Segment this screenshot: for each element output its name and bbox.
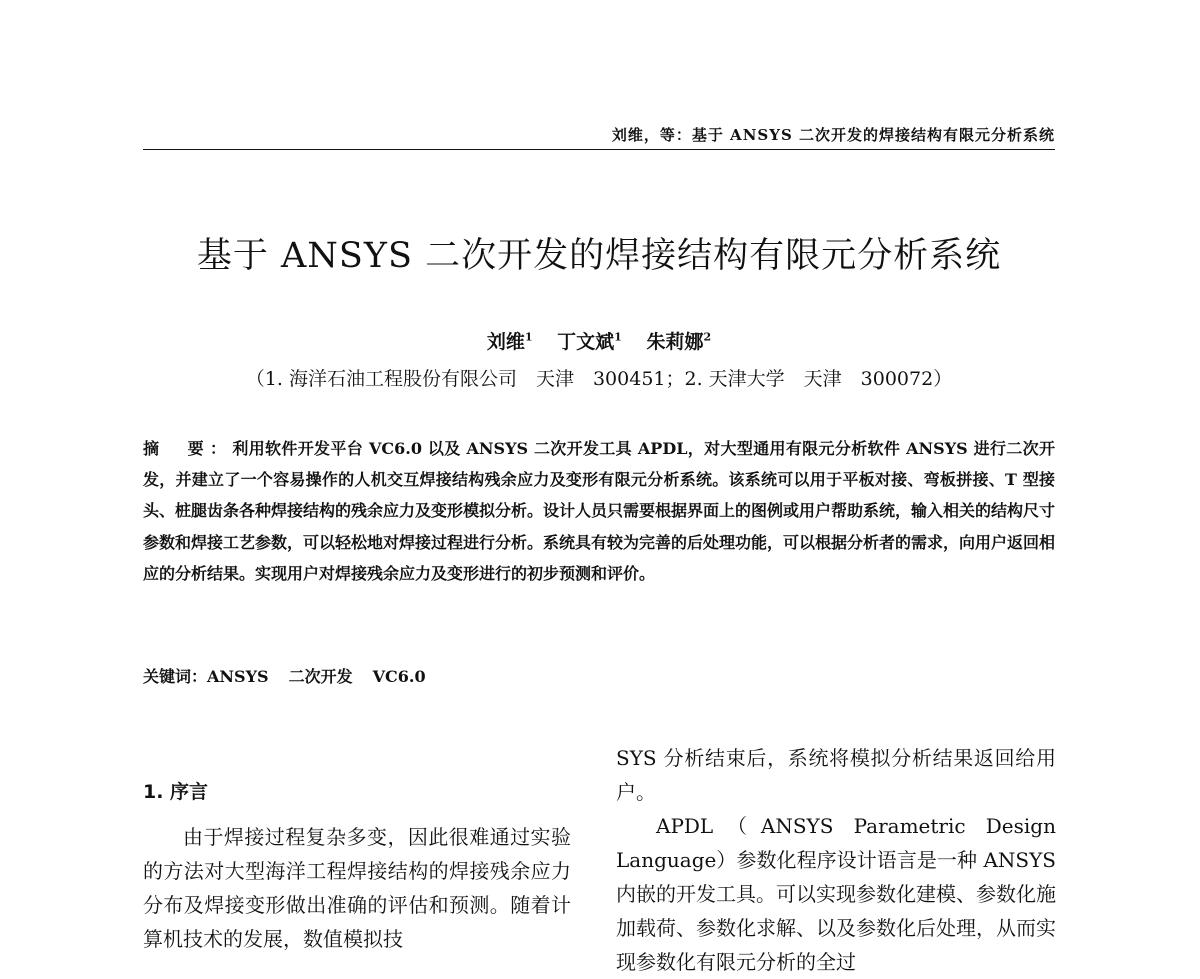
author-2: 丁文斌$^1$ [557, 330, 622, 353]
keyword-2: 二次开发 [288, 667, 353, 686]
running-head: 刘维，等：基于 ANSYS 二次开发的焊接结构有限元分析系统 [611, 126, 1055, 144]
right-column [616, 741, 1056, 979]
author-1: 刘维$^1$ [486, 330, 533, 353]
right-paragraph-1: SYS 分析结束后，系统将模拟分析结果返回给用户。 [616, 746, 1056, 804]
abstract-text: 利用软件开发平台 VC6.0 以及 ANSYS 二次开发工具 APDL，对大型通用有限元分析软件 ANSYS 进行二次开发，并建立了一个容易操作的人机交互焊接结构残余应力及变形有限元分析系统。该系统可以用于平板对接、弯板拼接、T 型接头、桩腿齿条各种焊接结构的残余应力及变形模拟分析。设计人员只需要根据界面上的图例或用户帮助系统，输入相关的结构尺寸参数和焊接工艺参数，可以轻松地对焊接过程进行分析。系统具有较为完善的后处理功能，可以根据分析者的需求，向用户返回相应的分析结果。实现用户对焊接残余应力及变形进行的初步预测和评价。 [143, 439, 1056, 583]
author-list [143, 327, 1055, 354]
keyword-3: VC6.0 [372, 667, 426, 686]
intro-paragraph: 由于焊接过程复杂多变，因此很难通过实验的方法对大型海洋工程焊接结构的焊接残余应力分布及焊接变形做出准确的评估和预测。随着计算机技术的发展，数值模拟技 [143, 825, 571, 951]
right-paragraph-2: APDL（ANSYS Parametric Design Language）参数化程序设计语言是一种 ANSYS 内嵌的开发工具。可以实现参数化建模、参数化施加载荷、参数化求解、以及参数化后处理，从而实现参数化有限元分析的全过 [616, 814, 1056, 974]
abstract [143, 433, 1055, 589]
paper-title: 基于 ANSYS 二次开发的焊接结构有限元分析系统 [196, 236, 1002, 276]
keywords-label: 关键词： [143, 667, 208, 686]
keywords [143, 664, 1055, 687]
header-rule [143, 149, 1055, 150]
author-3: 朱莉娜$^2$ [646, 330, 712, 353]
keyword-1: ANSYS [207, 667, 269, 686]
affiliation: （1. 海洋石油工程股份有限公司 天津 300451；2. 天津大学 天津 300072） [245, 368, 953, 390]
left-column [143, 820, 571, 956]
section-heading: 1. 序言 [143, 781, 209, 803]
abstract-label: 摘 要： [143, 439, 233, 458]
